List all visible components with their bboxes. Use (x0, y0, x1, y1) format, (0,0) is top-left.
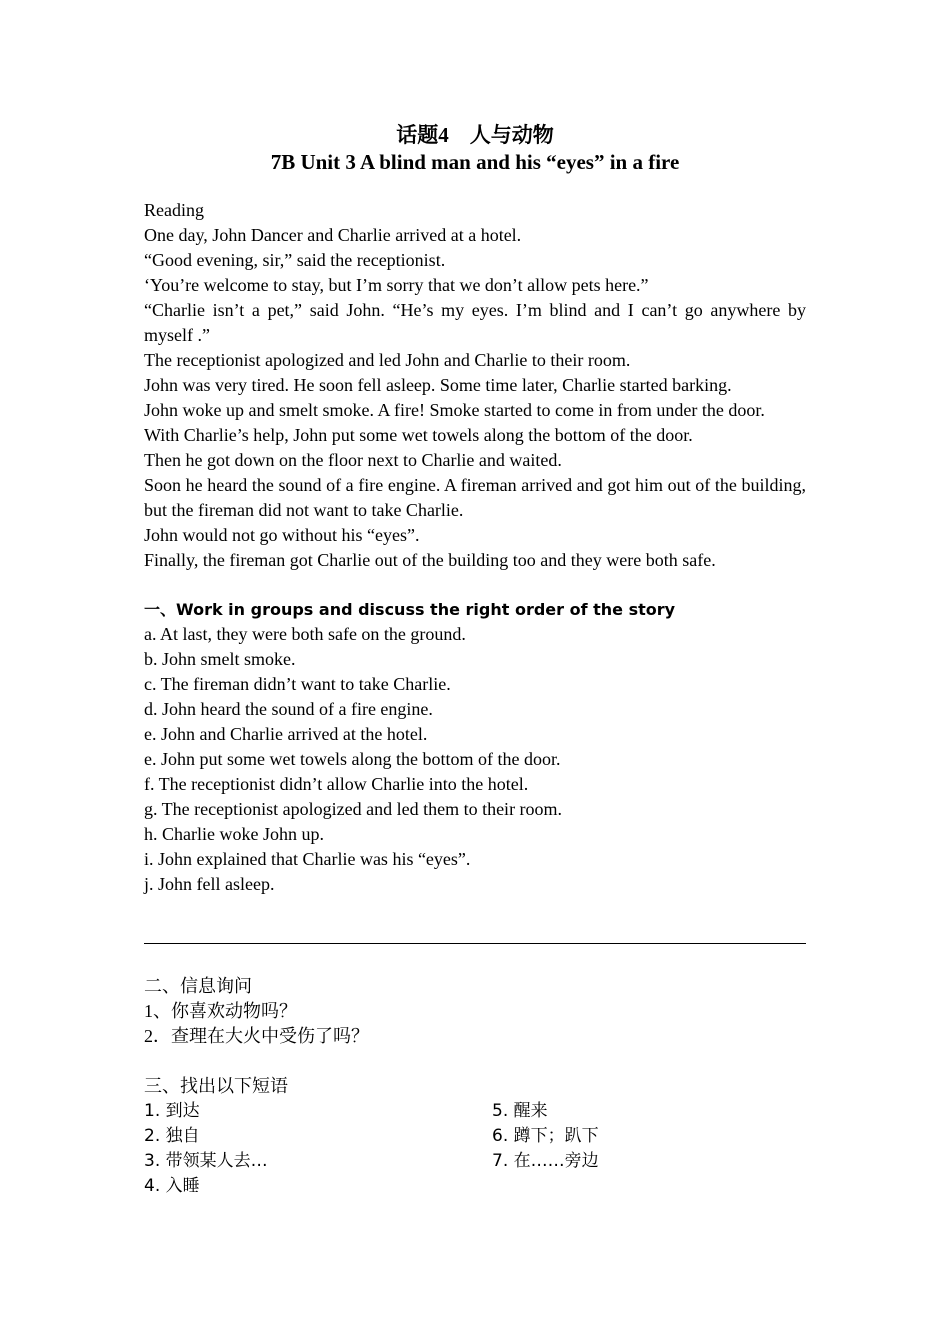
reading-paragraph: John was very tired. He soon fell asleep. Some time later, Charlie started barking. (144, 375, 732, 395)
phrase-item: 4. 入睡 (144, 1176, 200, 1196)
unit-title: 7B Unit 3 A blind man and his “eyes” in a fire (270, 150, 680, 174)
phrase-item: 6. 蹲下；趴下 (492, 1126, 599, 1146)
document-page (144, 122, 806, 1199)
reading-paragraph: “Good evening, sir,” said the receptionist. (144, 250, 446, 270)
list-item: h. Charlie woke John up. (144, 824, 324, 844)
topic-title: 话题4 人与动物 (396, 123, 554, 147)
story-order-list (144, 622, 806, 897)
reading-paragraph: “Charlie isn’t a pet,” said John. “He’s my eyes. I’m blind and I can’t go anywhere by myself .” (144, 300, 806, 345)
phrase-item: 2. 独自 (144, 1126, 200, 1146)
phrase-item: 7. 在……旁边 (492, 1151, 599, 1171)
answer-line (144, 943, 806, 944)
list-item: j. John fell asleep. (144, 874, 275, 894)
phrase-grid (144, 1099, 806, 1199)
reading-paragraph: With Charlie’s help, John put some wet towels along the bottom of the door. (144, 425, 693, 445)
reading-paragraph: Finally, the fireman got Charlie out of the building too and they were both safe. (144, 550, 716, 570)
section3 (144, 1074, 806, 1199)
phrase-item: 5. 醒来 (492, 1101, 548, 1121)
section1-heading: 一、Work in groups and discuss the right order of the story (144, 600, 676, 619)
reading-passage (144, 198, 806, 573)
question: 1、你喜欢动物吗？ (144, 1001, 297, 1021)
reading-paragraph: John woke up and smelt smoke. A fire! Smoke started to come in from under the door. (144, 400, 765, 420)
section2 (144, 974, 806, 1049)
section2-heading: 二、信息询问 (144, 976, 252, 996)
section3-heading: 三、找出以下短语 (144, 1076, 288, 1096)
list-item: a. At last, they were both safe on the ground. (144, 624, 466, 644)
phrase-item: 1. 到达 (144, 1101, 200, 1121)
reading-paragraph: One day, John Dancer and Charlie arrived at a hotel. (144, 225, 522, 245)
reading-paragraph: Then he got down on the floor next to Charlie and waited. (144, 450, 562, 470)
list-item: e. John put some wet towels along the bottom of the door. (144, 749, 561, 769)
list-item: e. John and Charlie arrived at the hotel. (144, 724, 428, 744)
reading-paragraph: Soon he heard the sound of a fire engine. A fireman arrived and got him out of the building, but the fireman did not want to take Charlie. (144, 475, 806, 520)
phrase-item: 3. 带领某人去… (144, 1151, 268, 1171)
list-item: c. The fireman didn’t want to take Charlie. (144, 674, 451, 694)
question: 2．查理在大火中受伤了吗？ (144, 1026, 369, 1046)
list-item: b. John smelt smoke. (144, 649, 296, 669)
list-item: d. John heard the sound of a fire engine. (144, 699, 433, 719)
list-item: f. The receptionist didn’t allow Charlie into the hotel. (144, 774, 529, 794)
reading-paragraph: ‘You’re welcome to stay, but I’m sorry that we don’t allow pets here.” (144, 275, 649, 295)
list-item: g. The receptionist apologized and led them to their room. (144, 799, 563, 819)
list-item: i. John explained that Charlie was his “eyes”. (144, 849, 471, 869)
reading-label: Reading (144, 200, 204, 220)
reading-paragraph: The receptionist apologized and led John and Charlie to their room. (144, 350, 631, 370)
reading-paragraph: John would not go without his “eyes”. (144, 525, 420, 545)
phrase-item-empty (492, 1174, 806, 1199)
